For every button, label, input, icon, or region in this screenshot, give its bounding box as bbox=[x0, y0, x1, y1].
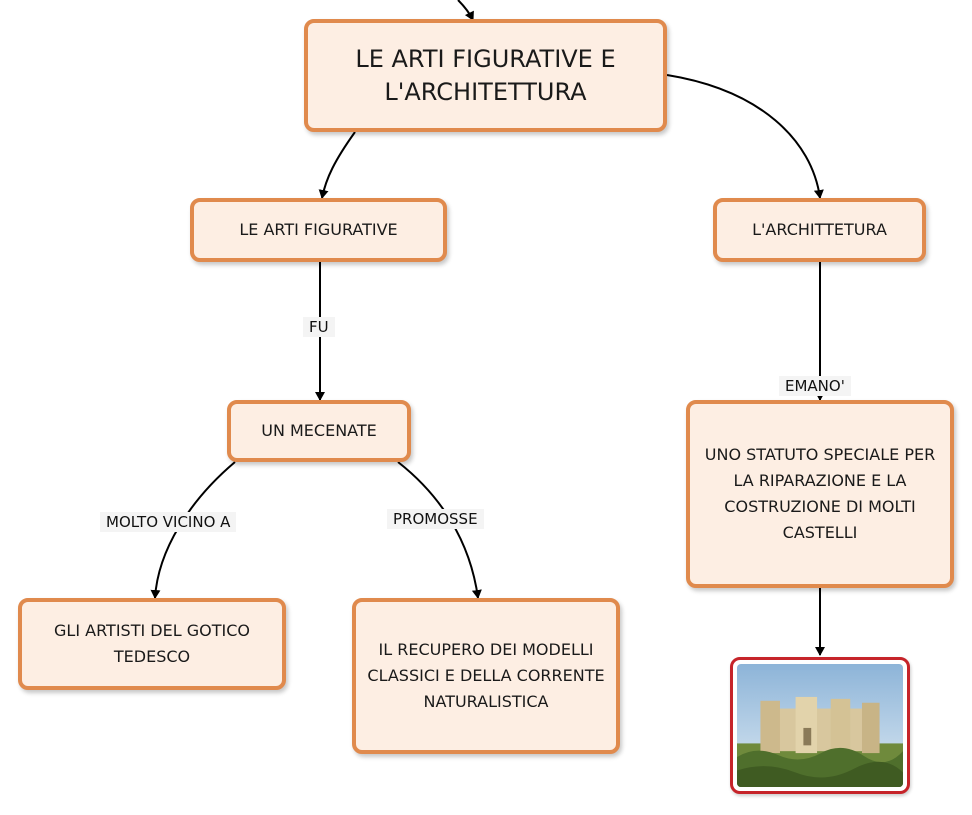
castle-photo bbox=[737, 664, 903, 787]
node-mecenate[interactable] bbox=[227, 400, 411, 462]
link-label-promosse: PROMOSSE bbox=[387, 509, 484, 529]
edge-mecenate-recupero bbox=[398, 462, 478, 598]
edge-incoming bbox=[458, 0, 473, 20]
node-statuto-label: UNO STATUTO SPECIALE PER LA RIPARAZIONE E LA COSTRUZIONE DI MOLTI CASTELLI bbox=[704, 445, 936, 542]
node-arti-figurative-label: LE ARTI FIGURATIVE bbox=[239, 220, 398, 239]
node-main-topic[interactable] bbox=[304, 19, 667, 132]
edge-main-arti bbox=[322, 132, 355, 198]
edge-main-architettura bbox=[667, 75, 820, 198]
link-label-fu: FU bbox=[303, 317, 335, 337]
node-recupero-label: IL RECUPERO DEI MODELLI CLASSICI E DELLA CORRENTE NATURALISTICA bbox=[367, 640, 605, 711]
node-gotico-label: GLI ARTISTI DEL GOTICO TEDESCO bbox=[54, 621, 250, 666]
node-main-topic-label: LE ARTI FIGURATIVE E L'ARCHITETTURA bbox=[355, 44, 616, 106]
node-gotico[interactable] bbox=[18, 598, 286, 690]
node-recupero[interactable] bbox=[352, 598, 620, 754]
node-architettura-label: L'ARCHITTETURA bbox=[752, 220, 887, 239]
node-mecenate-label: UN MECENATE bbox=[261, 421, 377, 440]
link-label-molto-vicino: MOLTO VICINO A bbox=[100, 512, 236, 532]
node-architettura[interactable] bbox=[713, 198, 926, 262]
node-arti-figurative[interactable] bbox=[190, 198, 447, 262]
castle-photo-frame[interactable] bbox=[730, 657, 910, 794]
node-statuto[interactable] bbox=[686, 400, 954, 588]
link-label-emano: EMANO' bbox=[779, 376, 851, 396]
